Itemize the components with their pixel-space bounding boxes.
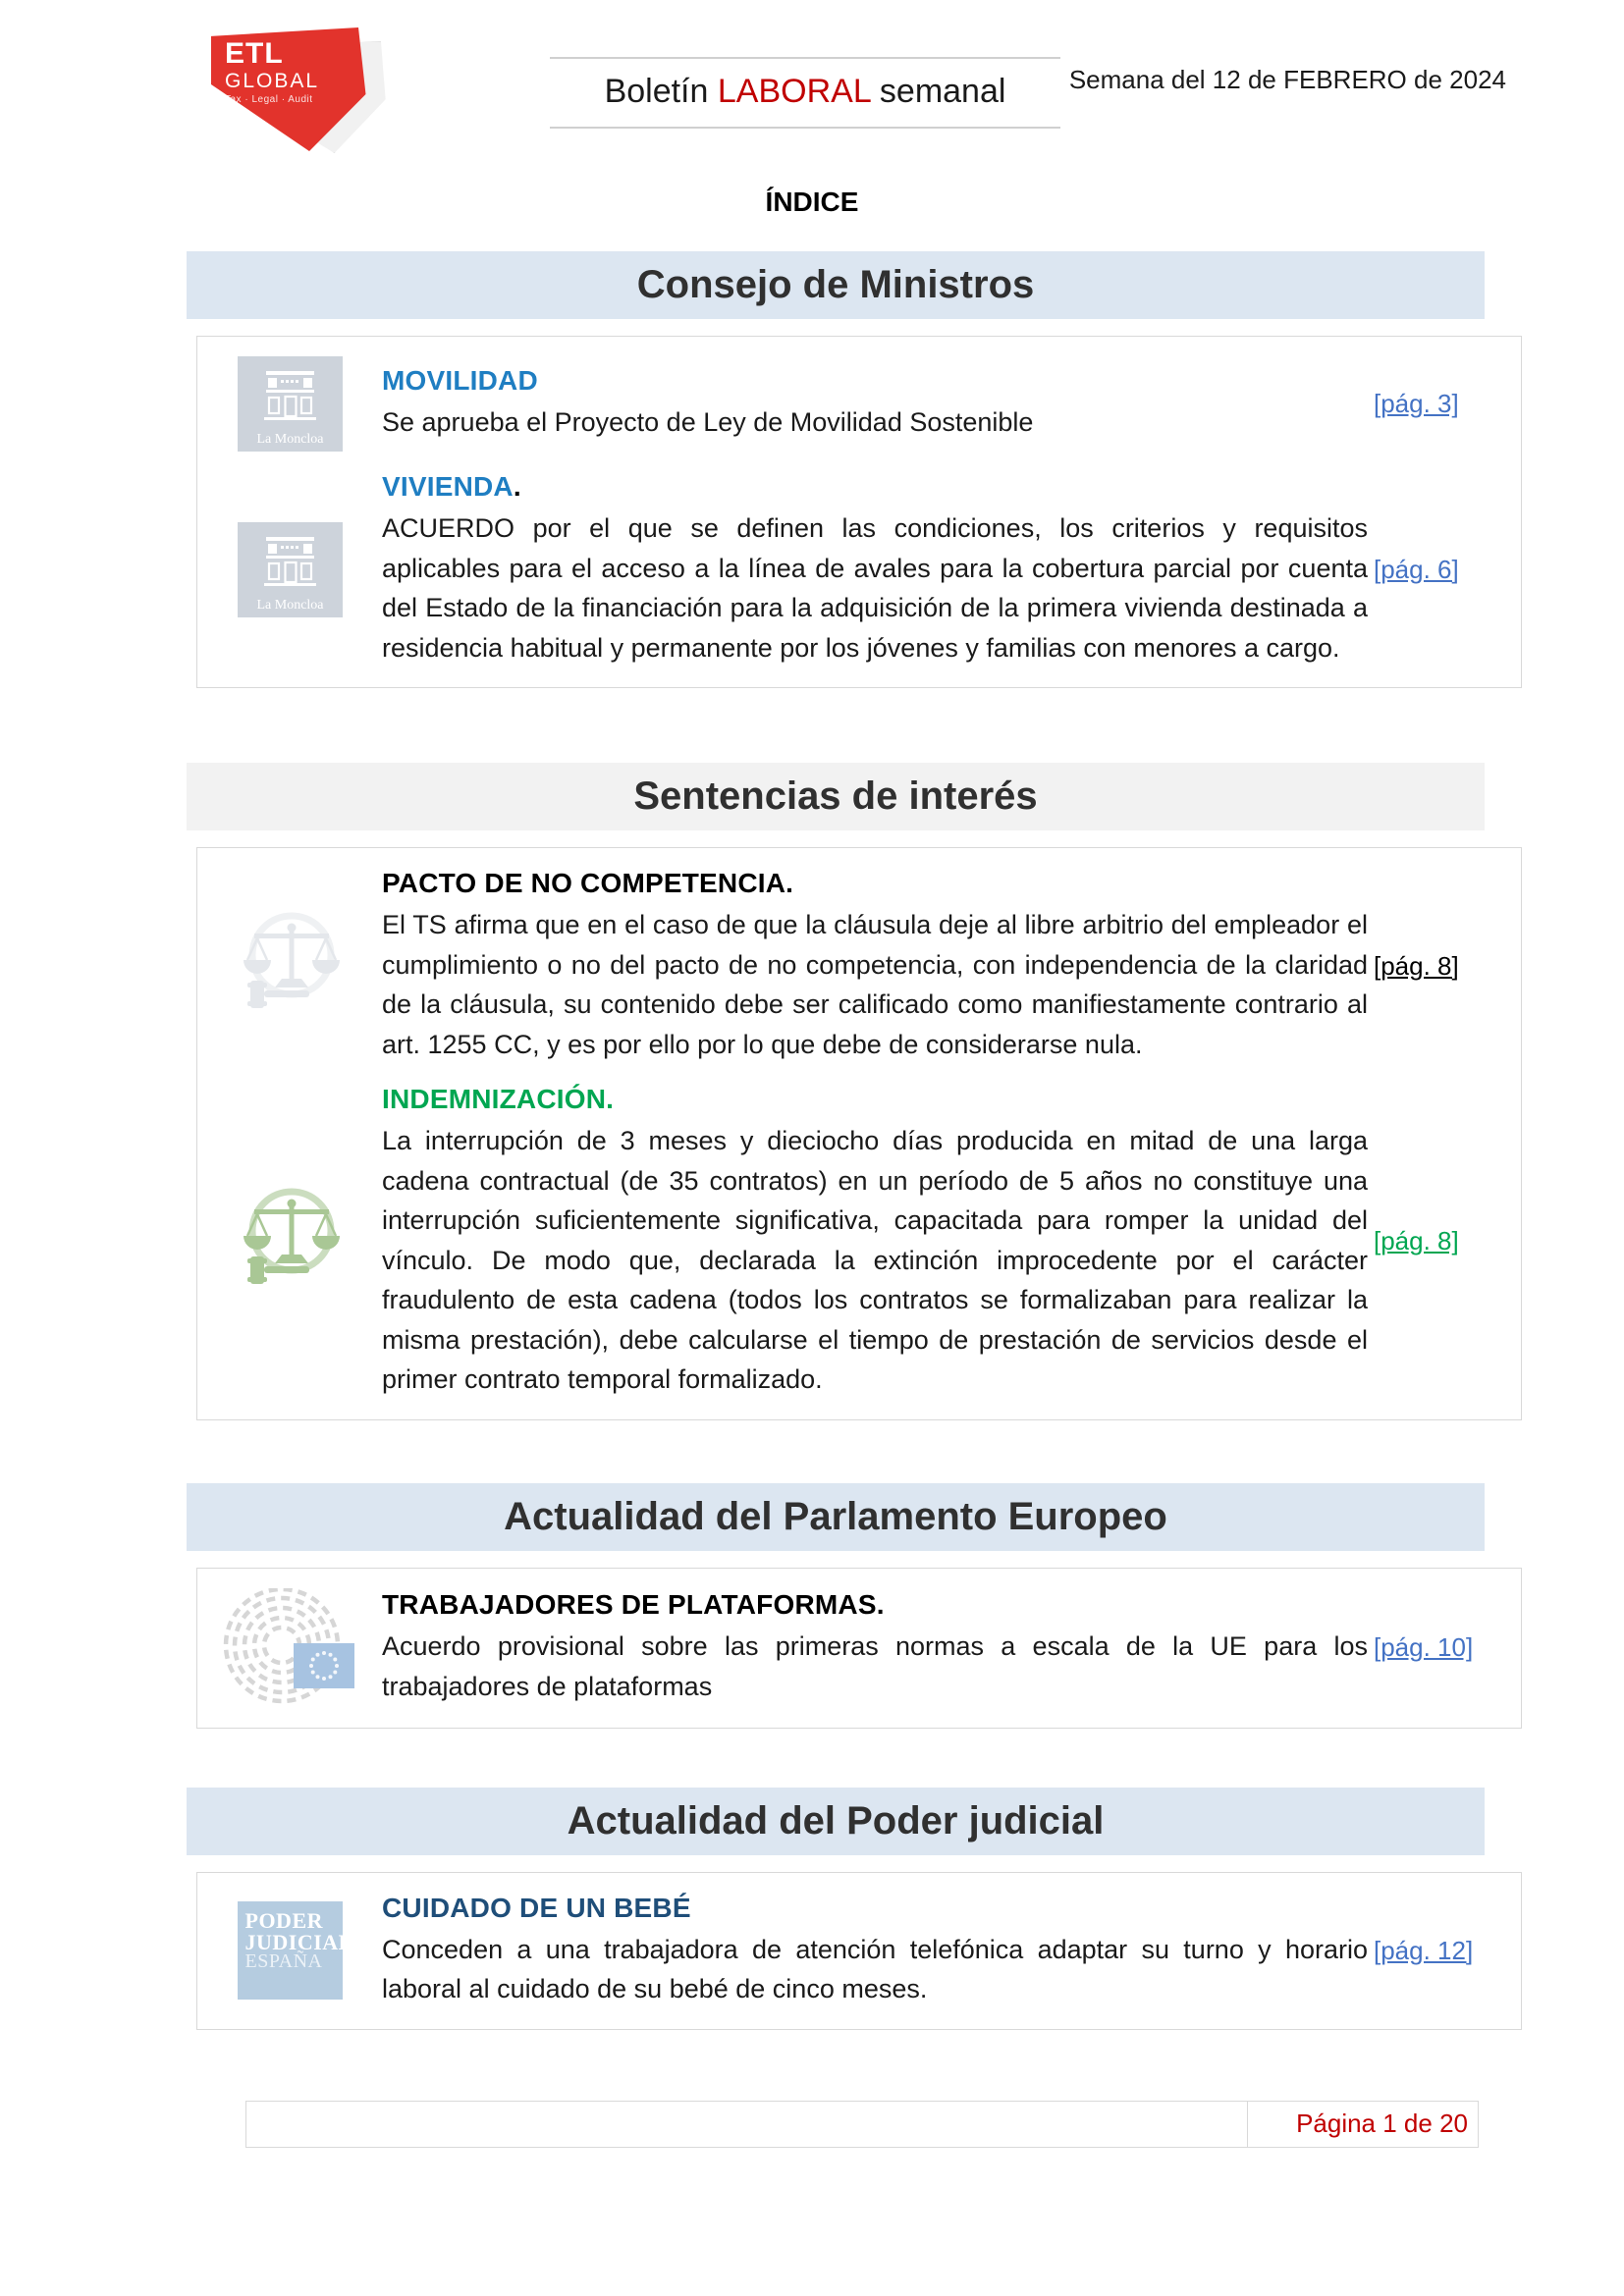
section-header-parlamento-europeo bbox=[187, 1483, 1485, 1551]
list-item-indemnizacion bbox=[197, 1074, 1521, 1410]
page-number: Página 1 de 20 bbox=[1296, 2109, 1468, 2138]
index-title: ÍNDICE bbox=[765, 187, 859, 217]
poder-judicial-icon: PODER JUDICIAL ESPAÑA bbox=[238, 1901, 343, 2000]
item-body: ACUERDO por el que se definen las condiciones, los criterios y requisitos aplicables para el acceso a la línea de avales para la cobertura parcial por cuenta del Estado de la financiación para la adquisición de la primera vivienda destinada a residencia habitual y permanente por los jóvenes y familias con menores a cargo. bbox=[382, 513, 1368, 663]
header bbox=[211, 27, 1506, 165]
week-label: Semana del 12 de FEBRERO de 2024 bbox=[1068, 65, 1506, 94]
page-ref-link[interactable]: [pág. 10] bbox=[1374, 1632, 1474, 1662]
list-item-vivienda bbox=[197, 461, 1521, 677]
page-ref-link[interactable]: [pág. 3] bbox=[1374, 389, 1459, 418]
la-moncloa-label: La Moncloa bbox=[255, 432, 324, 447]
section-title: Actualidad del Parlamento Europeo bbox=[504, 1494, 1167, 1538]
item-title: INDEMNIZACIÓN. bbox=[382, 1084, 615, 1114]
eu-parliament-icon bbox=[213, 1588, 366, 1708]
section-title: Sentencias de interés bbox=[633, 774, 1038, 818]
list-item-plataformas bbox=[197, 1578, 1521, 1718]
section-content-consejo bbox=[196, 336, 1522, 688]
la-moncloa-label: La Moncloa bbox=[255, 597, 324, 613]
scales-of-justice-icon bbox=[229, 906, 352, 1026]
bulletin-title-highlight: LABORAL bbox=[717, 73, 871, 110]
bulletin-title-box bbox=[550, 57, 1060, 129]
item-body: Acuerdo provisional sobre las primeras normas a escala de la UE para los trabajadores de plataformas bbox=[382, 1631, 1368, 1701]
list-item-movilidad bbox=[197, 347, 1521, 461]
section-content-poder-judicial bbox=[196, 1872, 1522, 2030]
item-body: La interrupción de 3 meses y dieciocho días producida en mitad de una larga cadena contractual (de 35 contratos) en un período de 5 años no constituye una interrupción suficientemente significativa, capacitada para romper la unidad del vínculo. De modo que, declarada la extinción improcedente por el carácter fraudulento de esta cadena (todos los contratos se formalizaban para realizar la misma prestación), debe calcularse el tiempo de prestación de servicios desde el primer contrato temporal formalizado. bbox=[382, 1126, 1368, 1394]
logo-line3: Tax · Legal · Audit bbox=[225, 94, 313, 105]
footer-empty-cell bbox=[246, 2102, 1248, 2147]
item-body: Se aprueba el Proyecto de Ley de Movilidad Sostenible bbox=[382, 407, 1034, 438]
section-header-sentencias bbox=[187, 763, 1485, 830]
footer bbox=[245, 2101, 1479, 2148]
item-title: PACTO DE NO COMPETENCIA. bbox=[382, 868, 794, 898]
item-title: TRABAJADORES DE PLATAFORMAS. bbox=[382, 1589, 885, 1620]
etl-global-logo-icon bbox=[211, 27, 476, 157]
item-title: MOVILIDAD bbox=[382, 365, 538, 397]
list-item-pacto bbox=[197, 858, 1521, 1074]
logo-text bbox=[225, 39, 319, 105]
section-header-consejo-de-ministros bbox=[187, 251, 1485, 319]
page-ref-link[interactable]: [pág. 12] bbox=[1374, 1935, 1474, 1965]
bulletin-title-post: semanal bbox=[870, 73, 1006, 110]
section-header-poder-judicial bbox=[187, 1788, 1485, 1855]
logo-line2: GLOBAL bbox=[225, 70, 320, 92]
bulletin-title bbox=[605, 73, 1006, 110]
section-content-parlamento bbox=[196, 1568, 1522, 1729]
item-title: VIVIENDA. bbox=[382, 471, 521, 502]
bulletin-title-pre: Boletín bbox=[604, 73, 718, 110]
item-body: El TS afirma que en el caso de que la cláusula deje al libre arbitrio del empleador el cumplimiento o no del pacto de no competencia, con independencia de la claridad de la cláusula, su contenido debe ser calificado como manifiestamente contrario al art. 1255 CC, y es por ello por lo que debe de considerarse nula. bbox=[382, 910, 1368, 1059]
section-title: Consejo de Ministros bbox=[636, 263, 1035, 306]
logo-line1: ETL bbox=[225, 37, 284, 70]
item-title: CUIDADO DE UN BEBÉ bbox=[382, 1892, 691, 1923]
list-item-cuidado-bebe bbox=[197, 1883, 1521, 2019]
page-ref-link[interactable]: [pág. 8] bbox=[1374, 950, 1459, 981]
scales-of-justice-icon bbox=[229, 1182, 352, 1302]
la-moncloa-icon bbox=[238, 356, 343, 452]
section-content-sentencias bbox=[196, 847, 1522, 1420]
section-title: Actualidad del Poder judicial bbox=[567, 1798, 1105, 1842]
item-body: Conceden a una trabajadora de atención telefónica adaptar su turno y horario laboral al cuidado de su bebé de cinco meses. bbox=[382, 1934, 1368, 2003]
page-ref-link[interactable]: [pág. 8] bbox=[1374, 1226, 1459, 1256]
page-ref-link[interactable]: [pág. 6] bbox=[1374, 554, 1459, 584]
la-moncloa-icon bbox=[238, 522, 343, 617]
